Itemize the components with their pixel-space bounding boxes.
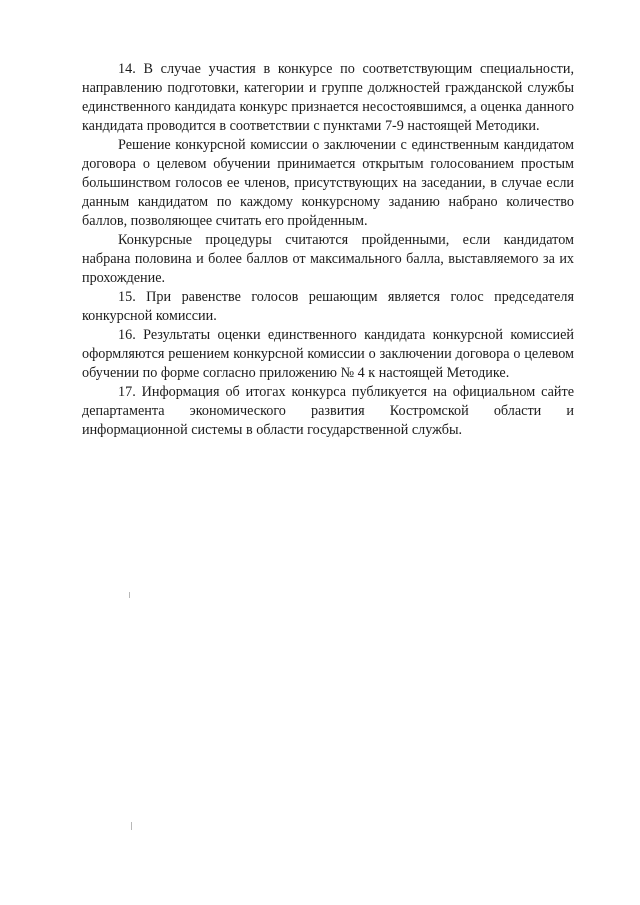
paragraph-procedures-passed: Конкурсные процедуры считаются пройденными, если кандидатом набрана половина и более баллов от максимального балла, выставляемого за их прохождение. bbox=[82, 232, 574, 286]
document-body bbox=[82, 60, 574, 440]
paragraph-17: 17. Информация об итогах конкурса публикуется на официальном сайте департамента экономического развития Костромской области и информационной системы в области государственной службы. bbox=[82, 384, 574, 438]
paragraph-16: 16. Результаты оценки единственного кандидата конкурсной комиссией оформляются решением конкурсной комиссии о заключении договора о целевом обучении по форме согласно приложению № 4 к настоящей Методике. bbox=[82, 327, 574, 381]
scan-speck bbox=[131, 822, 132, 830]
paragraph-15: 15. При равенстве голосов решающим является голос председателя конкурсной комиссии. bbox=[82, 289, 574, 324]
paragraph-single-candidate-decision: Решение конкурсной комиссии о заключении с единственным кандидатом договора о целевом обучении принимается открытым голосованием простым большинством голосов ее членов, присутствующих на заседании, в случае если данным кандидатом по каждому конкурсному заданию набрано количество баллов, позволяющее считать его пройденным. bbox=[82, 137, 574, 229]
paragraph-14: 14. В случае участия в конкурсе по соответствующим специальности, направлению подготовки, категории и группе должностей гражданской службы единственного кандидата конкурс признается несостоявшимся, а оценка данного кандидата проводится в соответствии с пунктами 7-9 настоящей Методики. bbox=[82, 61, 574, 134]
scan-speck bbox=[129, 592, 130, 598]
